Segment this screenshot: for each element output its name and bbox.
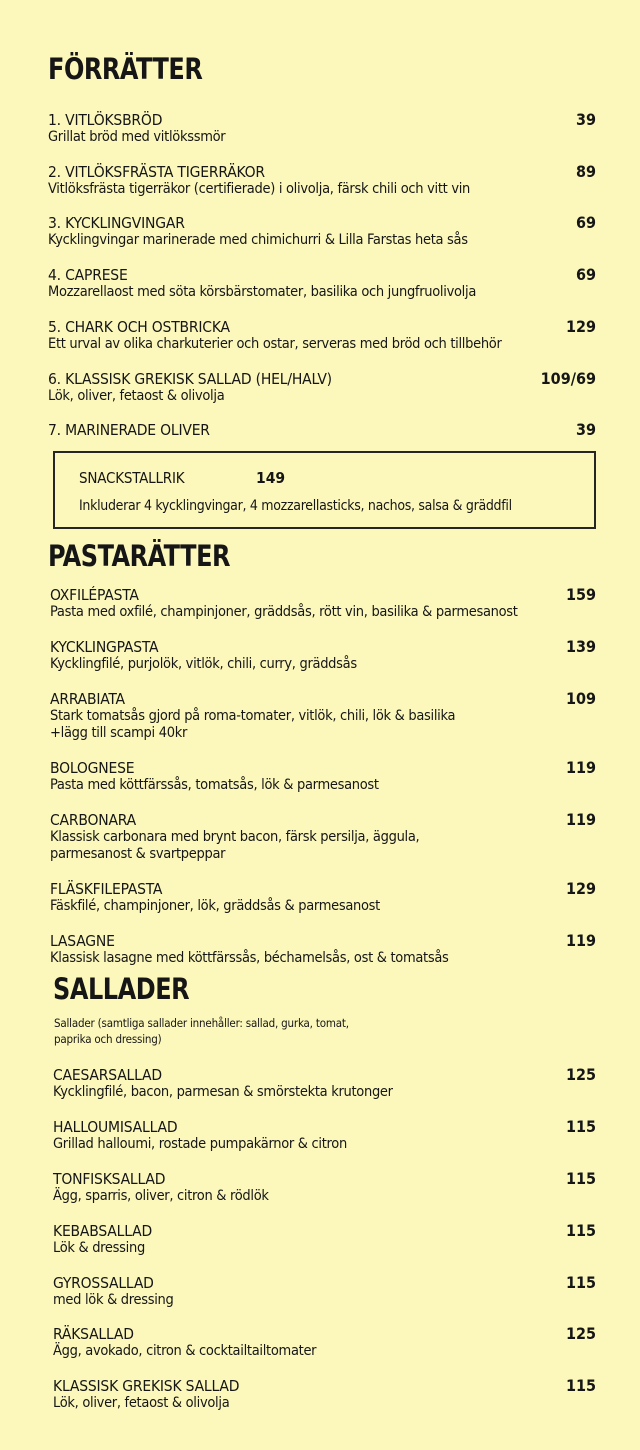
item-name: 6. KLASSISK GREKISK SALLAD (HEL/HALV)	[48, 370, 332, 388]
item-description: Ägg, avokado, citron & cocktailtailtomater	[53, 1343, 317, 1359]
item-description: Grillat bröd med vitlökssmör	[48, 129, 226, 145]
menu-item-raksallad	[53, 1325, 596, 1360]
item-price: 115	[565, 1169, 596, 1188]
item-name: TONFISKSALLAD	[53, 1170, 166, 1188]
item-price: 69	[575, 265, 596, 284]
item-price: 125	[565, 1065, 596, 1084]
item-price: 39	[575, 110, 596, 129]
item-description: Ägg, sparris, oliver, citron & rödlök	[53, 1188, 269, 1204]
item-description: Mozzarellaost med söta körsbärstomater, basilika och jungfruolivolja	[48, 284, 477, 300]
item-name: CAESARSALLAD	[53, 1066, 162, 1084]
item-description: Fäskfilé, champinjoner, lök, gräddsås & parmesanost	[50, 898, 380, 914]
snackstallrik-description: Inkluderar 4 kycklingvingar, 4 mozzarellasticks, nachos, salsa & gräddfil	[79, 498, 512, 514]
item-name: KLASSISK GREKISK SALLAD	[53, 1377, 240, 1395]
item-description: Grillad halloumi, rostade pumpakärnor & citron	[53, 1136, 347, 1152]
item-price: 115	[565, 1221, 596, 1240]
item-name: BOLOGNESE	[50, 759, 135, 777]
menu-item-marinerade-oliver	[48, 421, 596, 439]
menu-item-caprese	[48, 266, 596, 301]
item-price: 109	[565, 689, 596, 708]
item-description: Pasta med oxfilé, champinjoner, gräddsås, rött vin, basilika & parmesanost	[50, 604, 518, 620]
item-description: med lök & dressing	[53, 1292, 174, 1308]
item-description: Ett urval av olika charkuterier och ostar, serveras med bröd och tillbehör	[48, 336, 502, 352]
item-name: CARBONARA	[50, 811, 136, 829]
item-name: GYROSSALLAD	[53, 1274, 154, 1292]
item-price: 39	[575, 420, 596, 439]
item-description: Stark tomatsås gjord på roma-tomater, vitlök, chili, lök & basilika +lägg till scampi 40kr	[50, 708, 456, 741]
item-name: RÄKSALLAD	[53, 1325, 134, 1343]
item-name: KEBABSALLAD	[53, 1222, 152, 1240]
menu-item-kycklingvingar	[48, 214, 596, 249]
item-price: 69	[575, 213, 596, 232]
item-price: 115	[565, 1117, 596, 1136]
item-price: 119	[565, 931, 596, 950]
menu-item-bolognese	[50, 759, 596, 794]
item-name: 2. VITLÖKSFRÄSTA TIGERRÄKOR	[48, 163, 265, 181]
item-name: 4. CAPRESE	[48, 266, 128, 284]
menu-item-vitloksbrod	[48, 111, 596, 146]
menu-item-gyrossallad	[53, 1274, 596, 1309]
item-price: 115	[565, 1376, 596, 1395]
menu-item-halloumisallad	[53, 1118, 596, 1153]
menu-item-tonfisksallad	[53, 1170, 596, 1205]
menu-item-klassisk-grekisk-sallad	[53, 1377, 596, 1412]
item-name: 3. KYCKLINGVINGAR	[48, 214, 185, 232]
item-name: FLÄSKFILEPASTA	[50, 880, 163, 898]
item-name: HALLOUMISALLAD	[53, 1118, 178, 1136]
item-price: 109/69	[540, 369, 596, 388]
item-price: 159	[565, 585, 596, 604]
section-title-sallader: SALLADER	[53, 972, 190, 1006]
item-name: LASAGNE	[50, 932, 115, 950]
item-name: 7. MARINERADE OLIVER	[48, 421, 210, 439]
item-description: Kycklingfilé, purjolök, vitlök, chili, curry, gräddsås	[50, 656, 357, 672]
menu-item-flaskfilepasta	[50, 880, 596, 915]
menu-item-carbonara	[50, 811, 596, 863]
menu-item-oxfilepasta	[50, 586, 596, 621]
item-description: Kycklingvingar marinerade med chimichurri & Lilla Farstas heta sås	[48, 232, 468, 248]
item-name: 5. CHARK OCH OSTBRICKA	[48, 318, 230, 336]
menu-item-grekisk-sallad-forratt	[48, 370, 596, 405]
item-description: Vitlöksfrästa tigerräkor (certifierade) i olivolja, färsk chili och vitt vin	[48, 181, 471, 197]
menu-item-lasagne	[50, 932, 596, 967]
item-description: Lök & dressing	[53, 1240, 145, 1256]
item-name: OXFILÉPASTA	[50, 586, 139, 604]
item-description: Klassisk lasagne med köttfärssås, béchamelsås, ost & tomatsås	[50, 950, 449, 966]
item-price: 125	[565, 1324, 596, 1343]
item-description: Klassisk carbonara med brynt bacon, färsk persilja, äggula, parmesanost & svartpeppar	[50, 829, 420, 862]
item-description: Lök, oliver, fetaost & olivolja	[53, 1395, 230, 1411]
item-name: ARRABIATA	[50, 690, 125, 708]
item-price: 129	[565, 879, 596, 898]
item-description: Kycklingfilé, bacon, parmesan & smörstekta krutonger	[53, 1084, 393, 1100]
item-price: 89	[575, 162, 596, 181]
item-description: Pasta med köttfärssås, tomatsås, lök & parmesanost	[50, 777, 379, 793]
snackstallrik-box	[53, 451, 596, 529]
item-price: 129	[565, 317, 596, 336]
menu-item-kycklingpasta	[50, 638, 596, 673]
item-price: 119	[565, 758, 596, 777]
item-name: 1. VITLÖKSBRÖD	[48, 111, 163, 129]
menu-item-chark-ostbricka	[48, 318, 596, 353]
item-price: 139	[565, 637, 596, 656]
snackstallrik-name: SNACKSTALLRIK	[79, 469, 185, 487]
menu-item-tigerrakor	[48, 163, 596, 198]
menu-item-kebabsallad	[53, 1222, 596, 1257]
section-title-pastaratter: PASTARÄTTER	[48, 539, 231, 573]
snackstallrik-price: 149	[256, 469, 286, 487]
menu-item-arrabiata	[50, 690, 596, 742]
item-price: 119	[565, 810, 596, 829]
menu-item-caesarsallad	[53, 1066, 596, 1101]
item-name: KYCKLINGPASTA	[50, 638, 159, 656]
item-price: 115	[565, 1273, 596, 1292]
section-title-forratter: FÖRRÄTTER	[48, 52, 203, 86]
sallader-note: Sallader (samtliga sallader innehåller: sallad, gurka, tomat, paprika och dressing)	[54, 1016, 349, 1046]
item-description: Lök, oliver, fetaost & olivolja	[48, 388, 225, 404]
